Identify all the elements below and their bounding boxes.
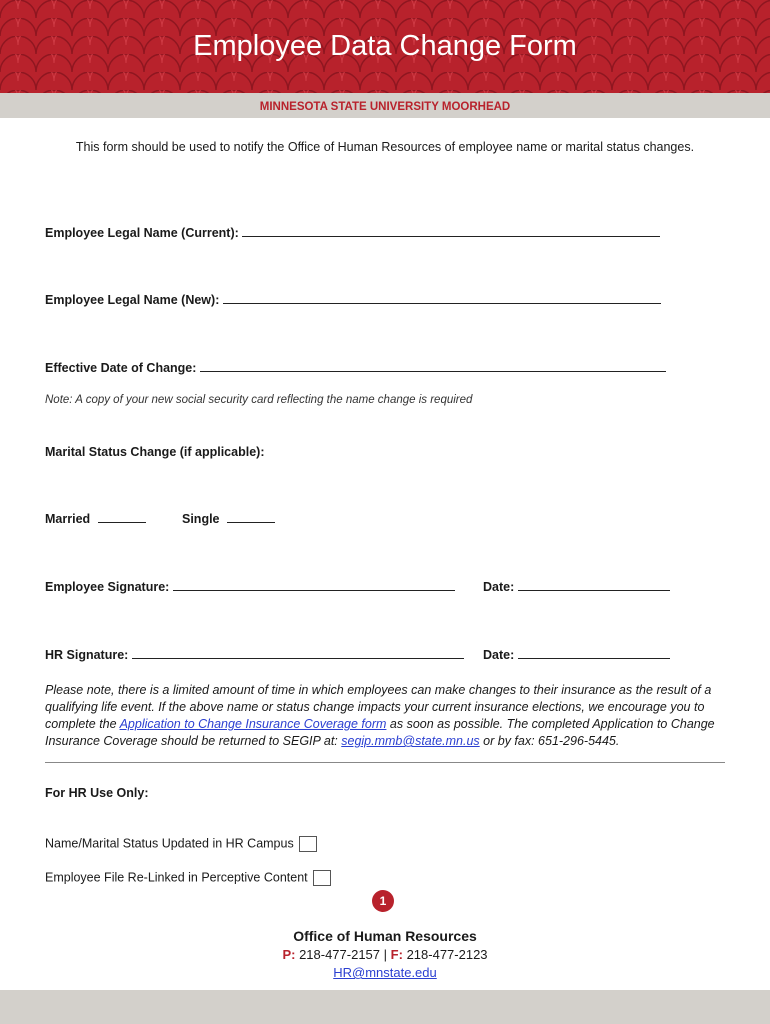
header-banner — [0, 0, 770, 93]
hr-check-row-1 — [45, 836, 317, 852]
notice-part-3: or by fax: 651-296-5445. — [479, 734, 620, 748]
hr-signature-line[interactable] — [132, 657, 464, 659]
phone-label: P: — [282, 947, 296, 962]
contact-separator: | — [383, 947, 388, 962]
married-line[interactable] — [98, 521, 146, 523]
hr-use-heading: For HR Use Only: — [45, 786, 149, 800]
legal-name-current-line[interactable] — [242, 235, 660, 237]
hr-check-label-2: Employee File Re-Linked in Perceptive Content — [45, 870, 308, 885]
date-label-1: Date: — [483, 580, 515, 594]
effective-date-line[interactable] — [200, 370, 666, 372]
married-label: Married — [45, 512, 91, 526]
notice-part-2: as soon as possible. The completed Application to Change Insurance Coverage should be returned to SEGIP at: — [45, 717, 715, 748]
ssn-note: Note: A copy of your new social security card reflecting the name change is required — [45, 394, 473, 406]
office-name: Office of Human Resources — [293, 928, 477, 944]
office-email — [0, 965, 770, 980]
university-name: MINNESOTA STATE UNIVERSITY MOORHEAD — [0, 93, 770, 118]
legal-name-current-field[interactable] — [45, 226, 660, 240]
hr-check-label-1: Name/Marital Status Updated in HR Campus — [45, 836, 294, 851]
insurance-form-link[interactable]: Application to Change Insurance Coverage form — [119, 717, 387, 731]
phone-number: 218-477-2157 — [299, 947, 381, 962]
employee-signature-label: Employee Signature: — [45, 580, 170, 594]
single-field[interactable] — [182, 512, 275, 526]
hr-signature-label: HR Signature: — [45, 648, 129, 662]
fax-number: 218-477-2123 — [406, 947, 488, 962]
hr-checkbox-2[interactable] — [313, 870, 331, 886]
date-line-1[interactable] — [518, 589, 670, 591]
hr-signature-field[interactable] — [45, 648, 464, 662]
hr-email-link[interactable]: HR@mnstate.edu — [333, 965, 437, 980]
marital-status-heading: Marital Status Change (if applicable): — [45, 445, 265, 459]
hr-checkbox-1[interactable] — [299, 836, 317, 852]
date-field-2[interactable] — [483, 648, 670, 662]
hr-check-row-2 — [45, 870, 331, 886]
segip-email-link[interactable]: segip.mmb@state.mn.us — [341, 734, 480, 748]
fax-label: F: — [390, 947, 403, 962]
date-line-2[interactable] — [518, 657, 670, 659]
married-field[interactable] — [45, 512, 146, 526]
legal-name-current-label: Employee Legal Name (Current): — [45, 226, 239, 240]
legal-name-new-label: Employee Legal Name (New): — [45, 293, 220, 307]
divider — [45, 762, 725, 763]
page-title: Employee Data Change Form — [193, 30, 577, 62]
page-badge: 1 — [372, 890, 394, 912]
employee-signature-field[interactable] — [45, 580, 455, 594]
intro-text: This form should be used to notify the Office of Human Resources of employee name or marital status changes. — [75, 140, 695, 154]
effective-date-field[interactable] — [45, 361, 666, 375]
legal-name-new-line[interactable] — [223, 302, 661, 304]
employee-signature-line[interactable] — [173, 589, 455, 591]
notice-part-1: Please note, there is a limited amount of time in which employees can make changes to their insurance as the result of a qualifying life event. If the above name or status change impacts your current insurance elections, we encourage you to complete the — [45, 683, 712, 731]
footer-band — [0, 990, 770, 1024]
date-field-1[interactable] — [483, 580, 670, 594]
office-contact — [0, 947, 770, 962]
effective-date-label: Effective Date of Change: — [45, 361, 197, 375]
single-label: Single — [182, 512, 220, 526]
single-line[interactable] — [227, 521, 275, 523]
date-label-2: Date: — [483, 648, 515, 662]
insurance-notice — [45, 682, 725, 750]
legal-name-new-field[interactable] — [45, 293, 661, 307]
